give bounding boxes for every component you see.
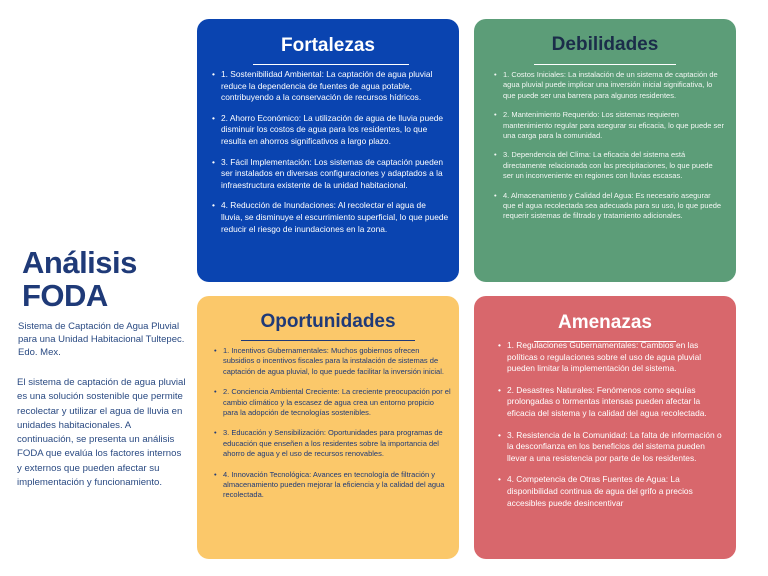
- oportunidades-item: • 1. Incentivos Gubernamentales: Muchos gobiernos ofrecen subsidios o incentivos fiscales para la instalación de sistemas de captación de agua pluvial, lo que puede facilitar la inversión inicial.: [223, 346, 451, 377]
- fortalezas-panel: [197, 19, 459, 282]
- intro-paragraph: El sistema de captación de agua pluvial es una solución sostenible que permite recolectar y utilizar el agua de lluvia en unidades habitacionales. A continuación, se presenta un análisis FODA que evalúa los factores internos y externos que pueden afectar su implementación y funcionamiento.: [17, 377, 186, 489]
- amenazas-item: • 1. Regulaciones Gubernamentales: Cambios en las políticas o regulaciones sobre el uso de agua pluvial pueden limitar la implementación del sistema.: [507, 340, 723, 375]
- oportunidades-item: • 2. Conciencia Ambiental Creciente: La creciente preocupación por el cambio climático y la escasez de agua crea un entorno propicio para la adopción de tecnologías sostenibles.: [223, 387, 451, 418]
- fortalezas-item: • 1. Sostenibilidad Ambiental: La captación de agua pluvial reduce la dependencia de fuentes de agua potable, contribuyendo a la conservación de recursos hídricos.: [221, 69, 449, 104]
- debilidades-item: • 4. Almacenamiento y Calidad del Agua: Es necesario asegurar que el agua recolectada sea adecuada para su uso, lo que puede requerir sistemas de filtrado y tratamiento adicionales.: [503, 191, 725, 222]
- amenazas-title: Amenazas: [558, 312, 652, 333]
- debilidades-item: • 1. Costos Iniciales: La instalación de un sistema de captación de agua pluvial puede implicar una inversión inicial significativa, lo que puede ser una barrera para algunos residentes.: [503, 70, 725, 101]
- oportunidades-list: [223, 346, 451, 511]
- debilidades-panel: [474, 19, 736, 282]
- debilidades-item: • 2. Mantenimiento Requerido: Los sistemas requieren mantenimiento regular para asegurar su eficacia, lo que puede ser una carga para la comunidad.: [503, 110, 725, 141]
- fortalezas-divider: [253, 64, 409, 65]
- amenazas-list: [507, 340, 723, 519]
- page-subtitle: Sistema de Captación de Agua Pluvial para una Unidad Habitacional Tultepec. Edo. Mex.: [18, 321, 185, 358]
- page-title: Análisis FODA: [22, 245, 137, 313]
- oportunidades-title: Oportunidades: [260, 311, 396, 332]
- amenazas-item: • 2. Desastres Naturales: Fenómenos como sequías prolongadas o tormentas intensas pueden afectar la eficacia del sistema y la calidad del agua recolectada.: [507, 385, 723, 420]
- fortalezas-title: Fortalezas: [281, 35, 375, 56]
- oportunidades-divider: [241, 340, 415, 341]
- debilidades-divider: [534, 64, 676, 65]
- amenazas-panel: [474, 296, 736, 559]
- fortalezas-item: • 4. Reducción de Inundaciones: Al recolectar el agua de lluvia, se disminuye el escurrimiento superficial, lo que puede reducir el riesgo de inundaciones en la zona.: [221, 200, 449, 235]
- fortalezas-item: • 2. Ahorro Económico: La utilización de agua de lluvia puede disminuir los costos de agua para los residentes, lo que resulta en ahorros significativos a largo plazo.: [221, 113, 449, 148]
- oportunidades-item: • 4. Innovación Tecnológica: Avances en tecnología de filtración y almacenamiento pueden mejorar la eficiencia y la calidad del agua recolectada.: [223, 470, 451, 501]
- debilidades-item: • 3. Dependencia del Clima: La eficacia del sistema está directamente relacionada con las precipitaciones, lo que puede ser un inconveniente en regiones con lluvias escasas.: [503, 150, 725, 181]
- fortalezas-list: [221, 69, 449, 244]
- amenazas-item: • 4. Competencia de Otras Fuentes de Agua: La disponibilidad continua de agua del grifo a precios accesibles puede desincentivar: [507, 474, 723, 509]
- fortalezas-item: • 3. Fácil Implementación: Los sistemas de captación pueden ser instalados en diversas configuraciones y adaptados a la infraestructura existente de la unidad habitacional.: [221, 157, 449, 192]
- debilidades-list: [503, 70, 725, 231]
- debilidades-title: Debilidades: [551, 34, 659, 55]
- oportunidades-panel: [197, 296, 459, 559]
- oportunidades-item: • 3. Educación y Sensibilización: Oportunidades para programas de educación que enseñen a los residentes sobre la importancia del ahorro de agua y el uso de recursos renovables.: [223, 428, 451, 459]
- amenazas-item: • 3. Resistencia de la Comunidad: La falta de información o la desconfianza en los beneficios del sistema pueden llevar a una resistencia por parte de los residentes.: [507, 430, 723, 465]
